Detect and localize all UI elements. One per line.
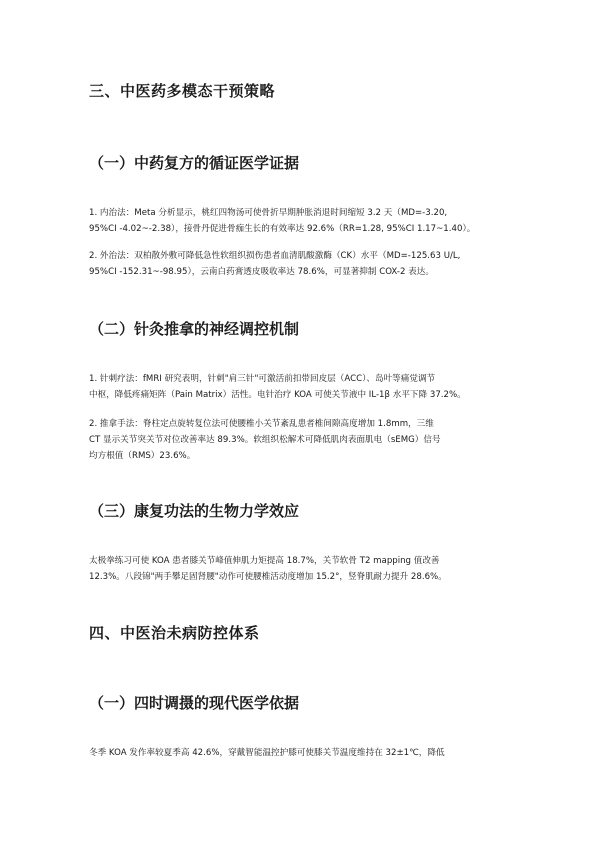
paragraph-rehab-exercise (89, 553, 509, 585)
paragraph-line: CT 显示关节突关节对位改善率达 89.3%。软组织松解术可降低肌肉表面肌电（sEMG）信号 (89, 435, 441, 445)
paragraph-massage (89, 416, 509, 464)
paragraph-line: 中枢，降低疼痛矩阵（Pain Matrix）活性。电针治疗 KOA 可使关节液中 IL-1β 水平下降 37.2%。 (89, 390, 466, 400)
paragraph-acupuncture (89, 371, 509, 403)
paragraph-line: 95%CI -152.31~-98.95），云南白药膏透皮吸收率达 78.6%，可显著抑制 COX-2 表达。 (89, 267, 434, 277)
paragraph-line: 2. 外治法：双柏散外敷可降低急性软组织损伤患者血清肌酸激酶（CK）水平（MD=-125.63 U/L, (89, 251, 461, 261)
section-heading-3: 三、中医药多模态干预策略 (89, 82, 276, 100)
subsection-heading-3-3: （三）康复功法的生物力学效应 (89, 502, 300, 520)
section-heading-4: 四、中医治未病防控体系 (89, 624, 260, 642)
subsection-heading-3-2: （二）针灸推拿的神经调控机制 (89, 320, 300, 338)
paragraph-line: 1. 内治法：Meta 分析显示，桃红四物汤可使骨折早期肿胀消退时间缩短 3.2 天（MD=-3.20, (89, 208, 448, 218)
paragraph-internal-treatment (89, 205, 509, 237)
paragraph-seasonal (89, 745, 509, 761)
subsection-heading-3-1: （一）中药复方的循证医学证据 (89, 154, 300, 172)
paragraph-line: 1. 针刺疗法：fMRI 研究表明，针刺"肩三针"可激活前扣带回皮层（ACC）、岛叶等痛觉调节 (89, 374, 436, 384)
paragraph-line: 太极拳练习可使 KOA 患者膝关节峰值伸肌力矩提高 18.7%，关节软骨 T2 mapping 值改善 (89, 556, 440, 566)
paragraph-line: 均方根值（RMS）23.6%。 (89, 451, 196, 461)
paragraph-line: 冬季 KOA 发作率较夏季高 42.6%，穿戴智能温控护膝可使膝关节温度维持在 32±1℃，降低 (89, 748, 445, 758)
paragraph-line: 2. 推拿手法：脊柱定点旋转复位法可使腰椎小关节紊乱患者椎间隙高度增加 1.8mm，三维 (89, 419, 434, 429)
paragraph-line: 12.3%。八段锦"两手攀足固肾腰"动作可使腰椎活动度增加 15.2°，竖脊肌耐力提升 28.6%。 (89, 572, 447, 582)
paragraph-line: 95%CI -4.02~-2.38），接骨丹促进骨痂生长的有效率达 92.6%（RR=1.28, 95%CI 1.17~1.40）。 (89, 224, 476, 234)
paragraph-external-treatment (89, 248, 509, 280)
subsection-heading-4-1: （一）四时调摄的现代医学依据 (89, 694, 300, 712)
